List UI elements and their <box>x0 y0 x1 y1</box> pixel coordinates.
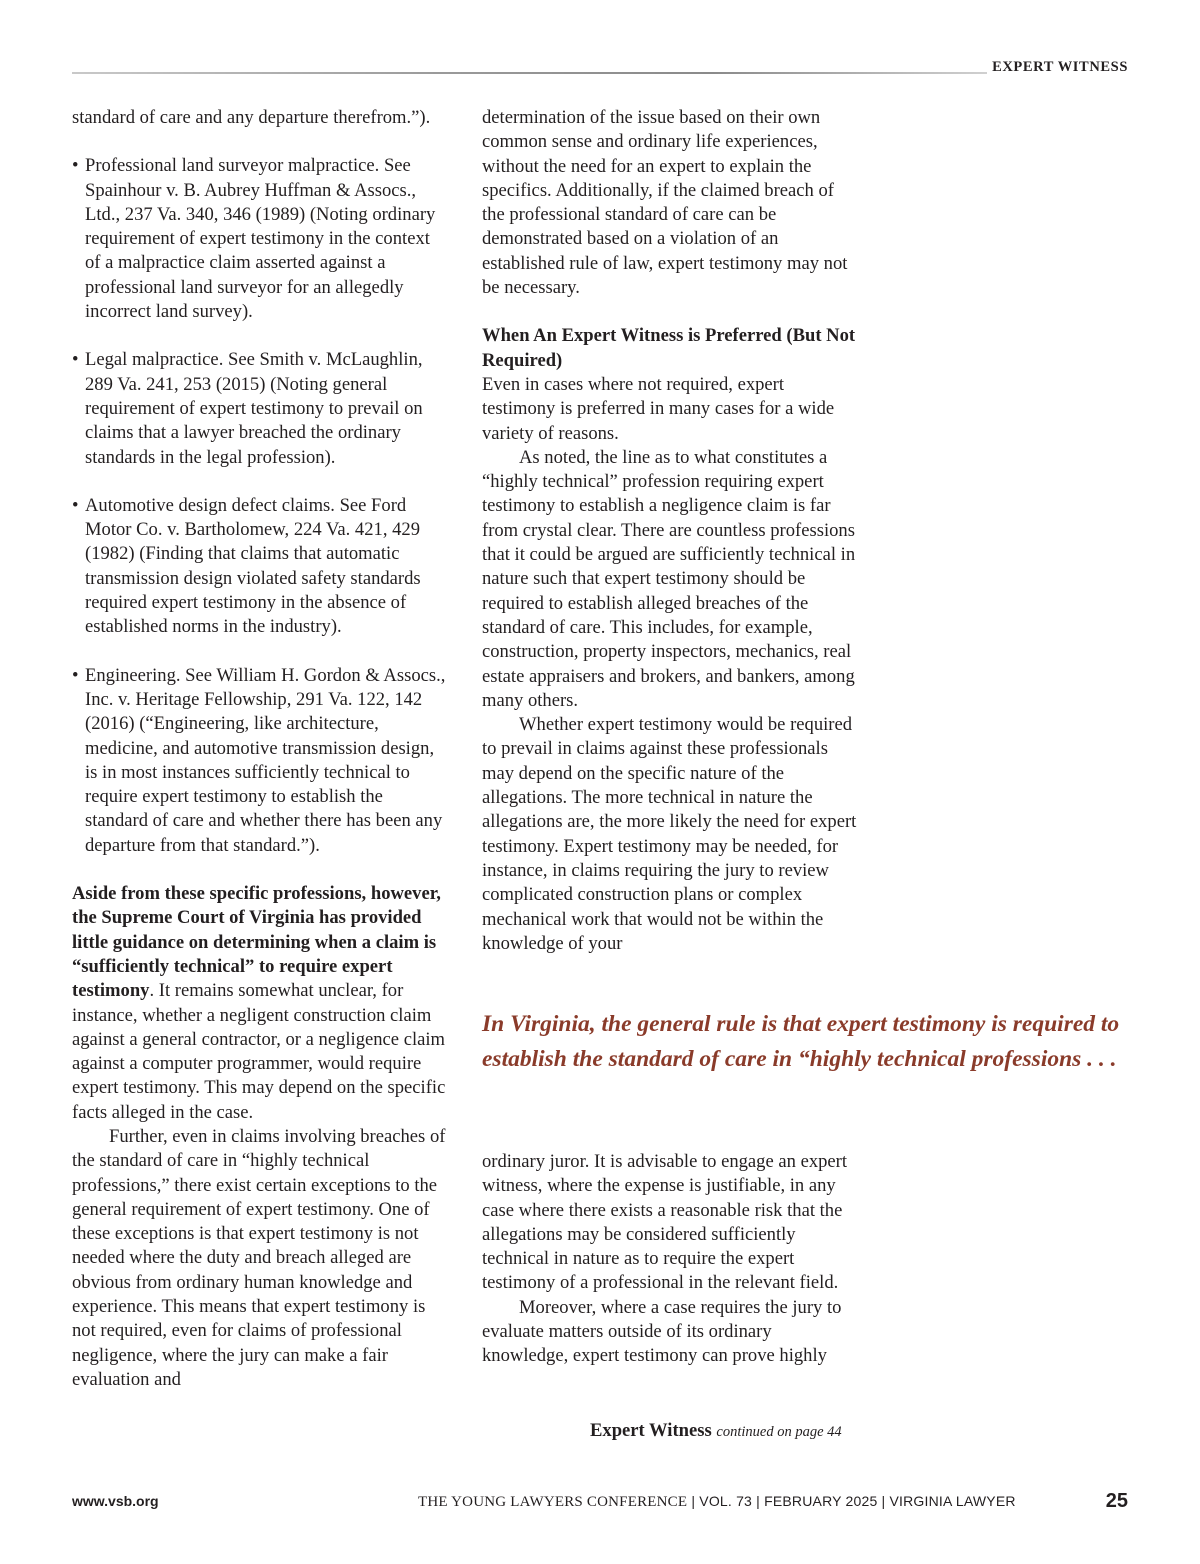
bullet-engineering: • Engineering. See William H. Gordon & Assocs., Inc. v. Heritage Fellowship, 291 Va. 122, 142 (2016) (“Engineering, like architecture, medicine, and automotive transmission design, is in most instances sufficiently technical to require expert testimony to establish the standard of care and whether there has been any departure from that standard.”). <box>72 664 448 858</box>
paragraph-moreover: Moreover, where a case requires the jury to evaluate matters outside of its ordinary knowledge, expert testimony can prove highly <box>482 1296 842 1367</box>
header-rule <box>72 72 987 74</box>
paragraph-further: Further, even in claims involving breaches of the standard of care in “highly technical professions,” there exist certain exceptions to the general requirement of expert testimony. One of these exceptions is that expert testimony is not needed where the duty and breach alleged are obvious from ordinary human knowledge and experience. This means that expert testimony is not required, even for claims of professional negligence, where the jury can make a fair evaluation and <box>72 1125 446 1390</box>
column-right-bottom <box>482 1150 858 1369</box>
paragraph-continued: standard of care and any departure therefrom.”). <box>72 107 431 128</box>
page-number: 25 <box>1105 1490 1128 1512</box>
pull-quote: In Virginia, the general rule is that expert testimony is required to establish the standard of care in “highly technical professions . . . <box>482 1011 1120 1072</box>
paragraph-aside-rest: . It remains somewhat unclear, for instance, whether a negligent construction claim against a general contractor, or a negligence claim against a computer programmer, would require expert testimony. This may depend on the specific facts alleged in the case. <box>72 980 446 1123</box>
footer-magazine: VIRGINIA LAWYER <box>889 1493 1016 1509</box>
paragraph-preferred: Even in cases where not required, expert testimony is preferred in many cases for a wide variety of reasons. <box>482 373 835 444</box>
footer-publication <box>418 1493 1016 1511</box>
subheading-expert-preferred: When An Expert Witness is Preferred (But Not Required) <box>482 325 856 371</box>
footer-date: FEBRUARY 2025 <box>764 1493 878 1509</box>
continued-title: Expert Witness <box>590 1420 712 1441</box>
bullet-automotive-design: • Automotive design defect claims. See Ford Motor Co. v. Bartholomew, 224 Va. 421, 429 (1982) (Finding that claims that automatic transmission design violated safety standards required expert testimony in the absence of established norms in the industry). <box>72 494 448 640</box>
column-right-top <box>482 106 858 956</box>
paragraph-aside <box>72 882 448 1125</box>
footer-volume: VOL. 73 <box>699 1493 753 1509</box>
paragraph-ordinary-juror: ordinary juror. It is advisable to engage an expert witness, where the expense is justifiable, in any case where there exists a reasonable risk that the allegations may be considered sufficiently technical in nature as to require the expert testimony of a professional in the relevant field. <box>482 1151 848 1294</box>
footer-sep: | <box>752 1493 765 1509</box>
paragraph-as-noted: As noted, the line as to what constitutes a “highly technical” profession requiring expert testimony to establish a negligence claim is far from crystal clear. There are countless professions that it could be argued are sufficiently technical in nature such that expert testimony should be required to establish alleged breaches of the standard of care. This includes, for example, construction, property inspectors, mechanics, real estate appraisers and brokers, and bankers, among many others. <box>482 446 856 711</box>
paragraph-determination: determination of the issue based on their own common sense and ordinary life experiences, without the need for an expert to explain the specifics. Additionally, if the claimed breach of the professional standard of care can be demonstrated based on a violation of an established rule of law, expert testimony may not be necessary. <box>482 107 848 299</box>
footer-sep: | <box>687 1493 700 1509</box>
section-label: EXPERT WITNESS <box>992 59 1128 75</box>
paragraph-whether: Whether expert testimony would be required to prevail in claims against these professionals may depend on the specific nature of the allegations. The more technical in nature the allegations are, the more likely the need for expert testimony. Expert testimony may be needed, for instance, in claims requiring the jury to review complicated construction plans or complex mechanical work that would not be within the knowledge of your <box>482 714 857 954</box>
column-left <box>72 106 448 1392</box>
bullet-legal-malpractice: • Legal malpractice. See Smith v. McLaughlin, 289 Va. 241, 253 (2015) (Noting general requirement of expert testimony to prevail on claims that a lawyer breached the ordinary standards in the legal profession). <box>72 348 448 469</box>
paragraph-aside-bold: Aside from these specific professions, however, the Supreme Court of Virginia has provided little guidance on determining when a claim is “sufficiently technical” to require expert testimony <box>72 883 441 1002</box>
footer-url: www.vsb.org <box>72 1493 159 1509</box>
continued-page-note: continued on page 44 <box>716 1424 842 1440</box>
bullet-land-surveyor: • Professional land surveyor malpractice. See Spainhour v. B. Aubrey Huffman & Assocs., Ltd., 237 Va. 340, 346 (1989) (Noting ordinary requirement of expert testimony in the context of a malpractice claim asserted against a professional land surveyor for an allegedly incorrect land survey). <box>72 154 448 324</box>
continued-notice <box>590 1420 842 1442</box>
footer-conference: THE YOUNG LAWYERS CONFERENCE <box>418 1494 688 1510</box>
footer-sep: | <box>877 1493 890 1509</box>
